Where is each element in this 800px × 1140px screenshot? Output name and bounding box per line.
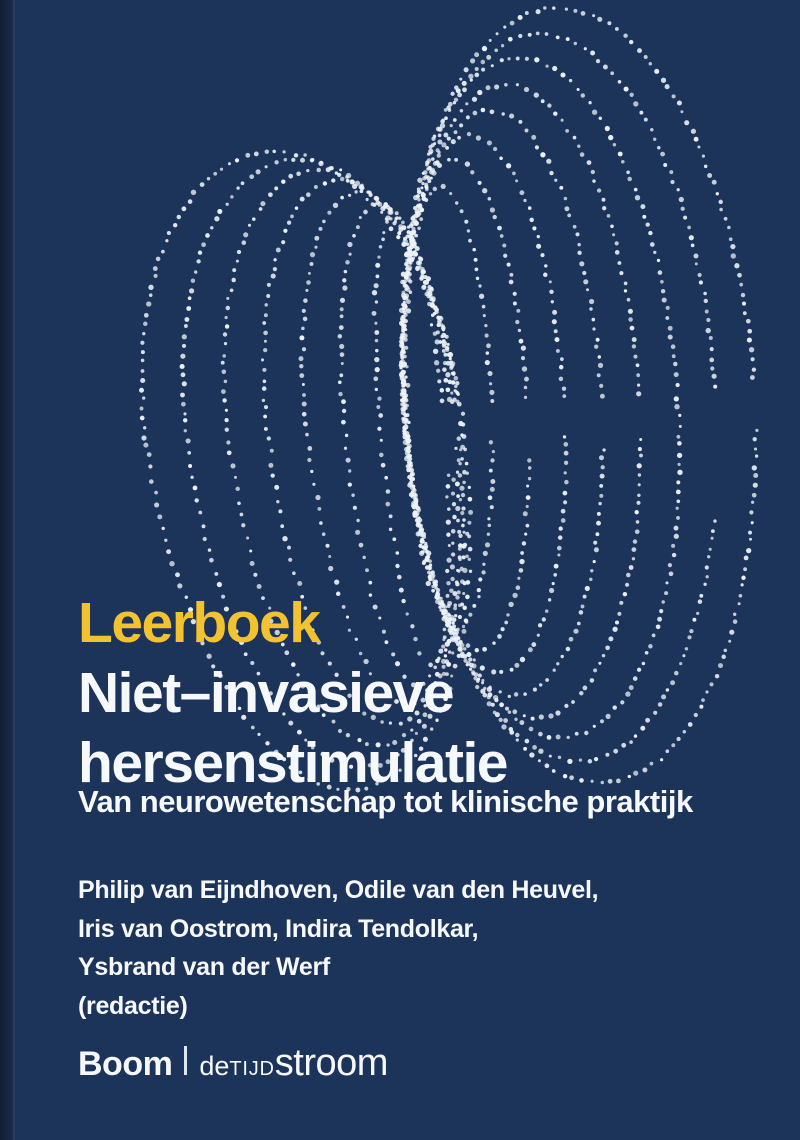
redactie-label: (redactie) — [78, 991, 188, 1020]
publisher-boom-logo: Boom — [78, 1045, 173, 1083]
authors-block — [78, 871, 598, 1025]
publisher-row — [78, 1042, 388, 1085]
imprint-tijd: TIJD — [229, 1058, 275, 1080]
subtitle: Van neurowetenschap tot klinische praktijk — [78, 784, 693, 819]
author-line: Ysbrand van der Werf — [78, 953, 330, 981]
title-line-2: hersenstimulatie — [78, 731, 507, 795]
series-label: Leerboek — [78, 591, 320, 655]
title-block — [78, 588, 507, 798]
author-line: Philip van Eijndhoven, Odile van den Heuvel, — [78, 876, 599, 904]
author-line: Iris van Oostrom, Indira Tendolkar, — [78, 914, 479, 943]
imprint-stroom: stroom — [274, 1042, 388, 1084]
publisher-separator-bar — [184, 1046, 187, 1075]
title-line-1: Niet–invasieve — [78, 661, 454, 725]
imprint-de: de — [199, 1051, 230, 1081]
